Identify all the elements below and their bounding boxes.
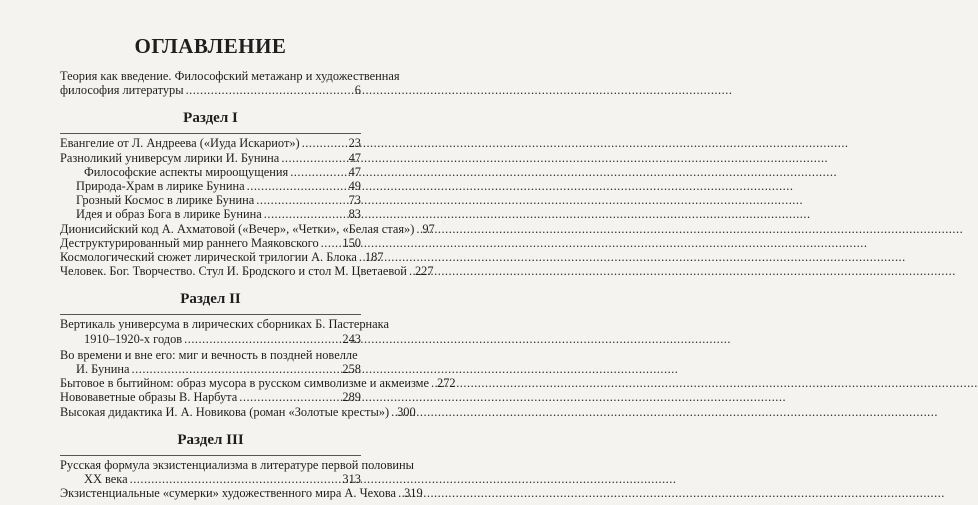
section-1-list <box>60 136 435 279</box>
page-number: 319 <box>404 486 423 501</box>
toc-entry <box>60 404 416 419</box>
toc-entry <box>60 317 389 346</box>
page-number: 47 <box>348 164 361 179</box>
page-number: 97 <box>422 221 435 236</box>
page-number: 272 <box>437 376 456 391</box>
entry-title: Деструктурированный мир раннего Маяковского <box>60 235 319 250</box>
page-number: 313 <box>342 472 361 487</box>
toc-entry <box>60 457 415 487</box>
leader-dots <box>264 207 347 221</box>
entry-line: XX века <box>84 472 128 487</box>
toc-entry <box>60 221 435 236</box>
page-number: 289 <box>342 390 361 405</box>
page-number: 258 <box>342 362 361 377</box>
section-heading: Раздел II <box>180 291 241 308</box>
entry-title: Философские аспекты мироощущения <box>84 164 289 179</box>
entry-title: Человек. Бог. Творчество. Стул И. Бродского и стол М. Цветаевой <box>60 264 407 279</box>
toc-entry-intro <box>60 69 400 98</box>
toc-subentry <box>60 165 361 179</box>
leader-dots <box>391 405 395 419</box>
section-3-list <box>60 457 423 501</box>
entry-title: Экзистенциальные «сумерки» художественного мира А. Чехова <box>60 486 397 501</box>
toc-entry <box>60 390 361 404</box>
page-number: 83 <box>348 207 361 222</box>
leader-dots <box>132 362 341 376</box>
leader-dots <box>247 179 347 193</box>
leader-dots <box>186 83 353 97</box>
toc-entry <box>60 236 361 250</box>
page-number: 23 <box>348 136 361 151</box>
toc-subentry <box>60 207 361 221</box>
leader-dots <box>239 390 340 404</box>
leader-dots <box>416 222 420 236</box>
toc-entry <box>60 264 434 279</box>
toc-entry <box>60 348 361 376</box>
page-number: 187 <box>364 250 384 265</box>
page-title: ОГЛАВЛЕНИЕ <box>134 34 287 58</box>
entry-title: Нововаветные образы В. Нарбута <box>60 390 238 405</box>
page-number: 6 <box>354 83 361 98</box>
entry-title: Идея и образ Бога в лирике Бунина <box>76 207 262 222</box>
leader-dots <box>256 193 346 207</box>
entry-title: Дионисийский код А. Ахматовой («Вечер», «Четки», «Белая стая») <box>60 221 415 236</box>
entry-title: Бытовое в бытийном: образ мусора в русском символизме и акмеизме <box>60 376 430 391</box>
entry-line: Русская формула экзистенциализма в литературе первой половины <box>60 457 415 472</box>
leader-dots <box>398 486 402 500</box>
toc-entry <box>60 486 423 501</box>
entry-line: философия литературы <box>60 83 184 98</box>
section-heading: Раздел III <box>177 431 244 448</box>
toc-entry <box>60 136 361 150</box>
page-number: 73 <box>348 193 361 208</box>
leader-dots <box>184 332 340 346</box>
page-number: 300 <box>397 404 416 419</box>
page-number: 150 <box>342 235 361 250</box>
toc-entry <box>60 151 361 165</box>
toc-entry <box>60 250 384 265</box>
leader-dots <box>431 376 435 390</box>
entry-line: Вертикаль универсума в лирических сборниках Б. Пастернака <box>60 317 389 332</box>
page-number: 243 <box>342 331 361 346</box>
entry-title: Грозный Космос в лирике Бунина <box>76 193 255 208</box>
section-2-list <box>60 317 456 419</box>
entry-title: Космологический сюжет лирической трилогии А. Блока <box>60 250 357 265</box>
leader-dots <box>359 250 363 264</box>
section-rule <box>60 314 361 315</box>
entry-line: Теория как введение. Философский метажанр и художественная <box>60 69 400 83</box>
leader-dots <box>290 165 346 179</box>
toc-subentry <box>60 193 361 207</box>
entry-title: Разноликий универсум лирики И. Бунина <box>60 150 280 165</box>
entry-title: Высокая дидактика И. А. Новикова (роман «Золотые кресты») <box>60 404 390 419</box>
toc-entry <box>60 376 456 391</box>
section-heading: Раздел I <box>183 110 238 127</box>
leader-dots <box>302 136 347 150</box>
entry-line: И. Бунина <box>76 362 130 377</box>
page-number: 227 <box>414 264 434 279</box>
leader-dots <box>281 151 346 165</box>
entry-title: Евангелие от Л. Андреева («Иуда Искариот») <box>60 136 300 151</box>
page-number: 47 <box>348 150 361 165</box>
entry-line: 1910–1920-х годов <box>84 331 183 346</box>
page-number: 49 <box>348 179 361 194</box>
leader-dots <box>130 472 341 486</box>
leader-dots <box>409 264 413 278</box>
toc-subentry <box>60 179 361 193</box>
section-rule <box>60 133 361 134</box>
toc-page <box>0 0 456 505</box>
entry-line: Во времени и вне его: миг и вечность в поздней новелле <box>60 347 358 362</box>
entry-title: Природа-Храм в лирике Бунина <box>76 179 245 194</box>
leader-dots <box>321 236 341 250</box>
section-rule <box>60 455 361 456</box>
